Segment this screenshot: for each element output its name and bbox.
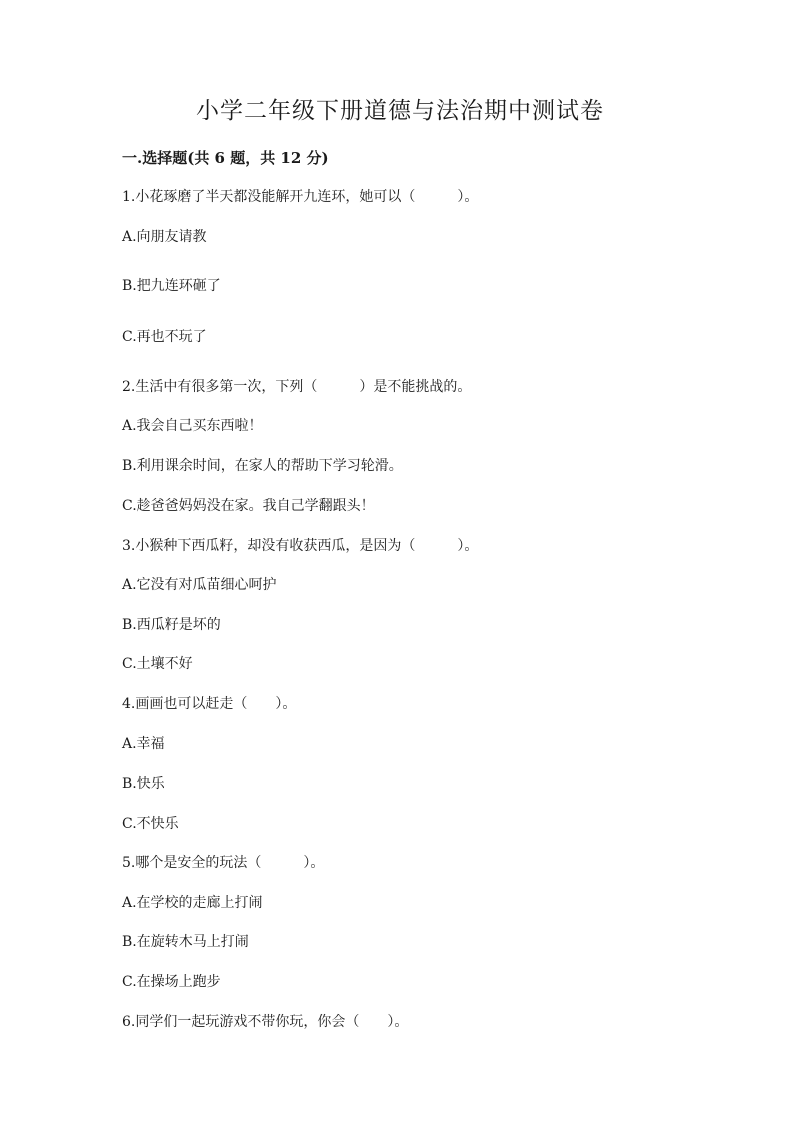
question-1-option-b: B.把九连环砸了 [122,278,221,294]
question-5-stem: 5.哪个是安全的玩法（ ）。 [122,855,325,871]
question-2-option-b: B.利用课余时间，在家人的帮助下学习轮滑。 [122,458,403,474]
question-2-option-a: A.我会自己买东西啦！ [122,418,263,434]
question-5-option-c: C.在操场上跑步 [122,974,221,990]
question-1-stem: 1.小花琢磨了半天都没能解开九连环，她可以（ ）。 [122,189,479,205]
question-1-option-a: A.向朋友请教 [122,229,207,245]
question-1-option-c: C.再也不玩了 [122,329,207,345]
question-3-option-b: B.西瓜籽是坏的 [122,617,221,633]
question-5-option-b: B.在旋转木马上打闹 [122,934,249,950]
question-2-stem: 2.生活中有很多第一次，下列（ ）是不能挑战的。 [122,379,472,395]
question-2-option-c: C.趁爸爸妈妈没在家。我自己学翻跟头！ [122,498,375,514]
section-heading: 一.选择题(共 6 题，共 12 分) [122,149,329,167]
question-3-stem: 3.小猴种下西瓜籽，却没有收获西瓜，是因为（ ）。 [122,538,479,554]
question-3-option-c: C.土壤不好 [122,656,193,672]
question-5-option-a: A.在学校的走廊上打闹 [122,895,263,911]
question-4-option-c: C.不快乐 [122,816,179,832]
question-4-option-a: A.幸福 [122,736,165,752]
question-4-stem: 4.画画也可以赶走（ ）。 [122,696,297,712]
question-3-option-a: A.它没有对瓜苗细心呵护 [122,577,277,593]
question-4-option-b: B.快乐 [122,776,165,792]
exam-title: 小学二年级下册道德与法治期中测试卷 [196,98,604,124]
question-6-stem: 6.同学们一起玩游戏不带你玩，你会（ ）。 [122,1014,409,1030]
